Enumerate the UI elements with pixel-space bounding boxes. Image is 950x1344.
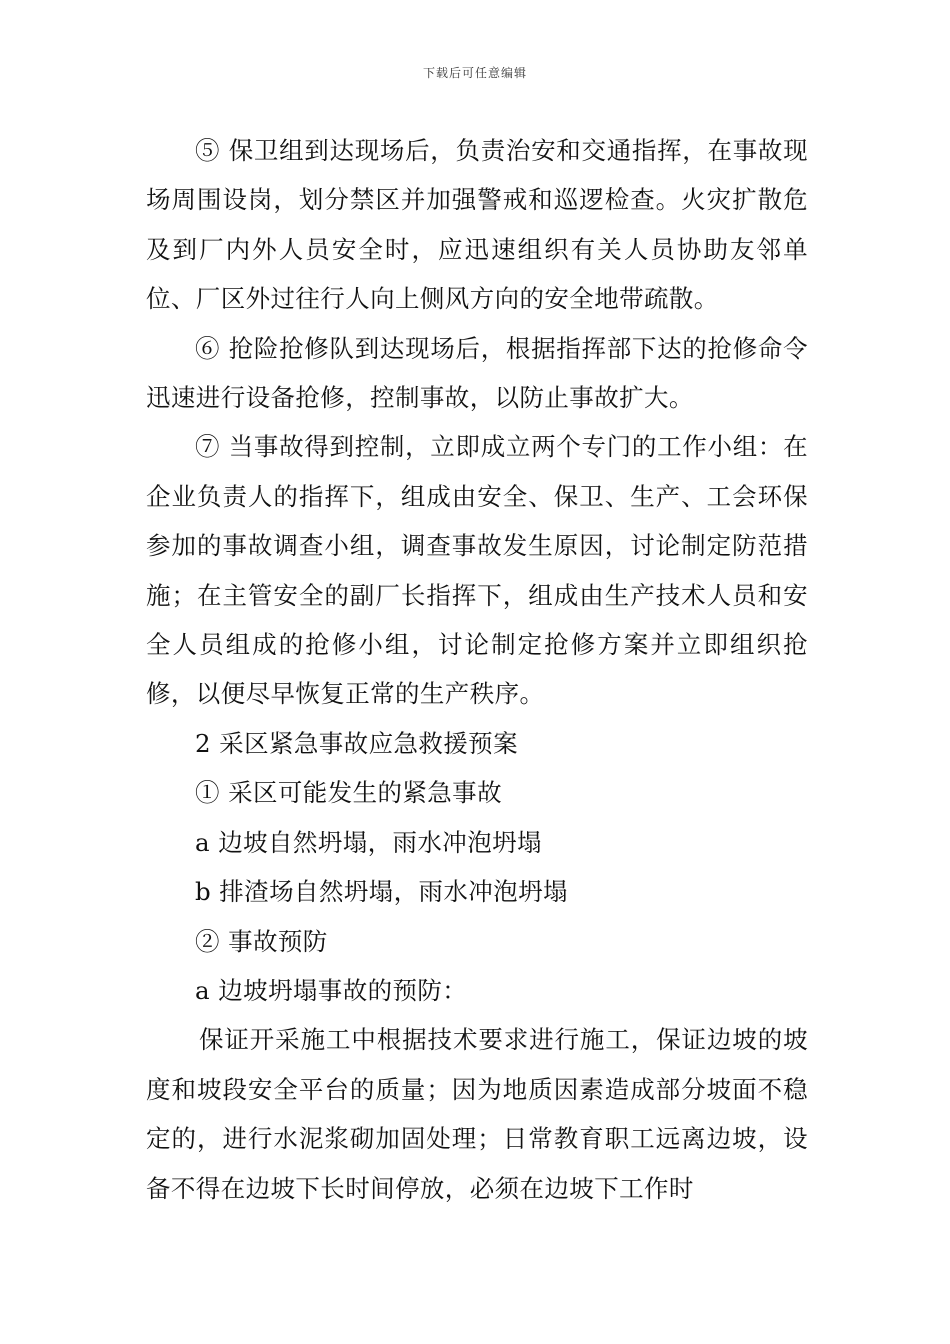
list-item-dump-collapse: b 排渣场自然坍塌，雨水冲泡坍塌	[195, 877, 568, 907]
paragraph-repair-team: ⑥ 抢险抢修队到达现场后，根据指挥部下达的抢修命令迅速进行设备抢修，控制事故，以防止事故扩大。	[146, 333, 808, 413]
paragraph-security-team: ⑤ 保卫组到达现场后，负责治安和交通指挥，在事故现场周围设岗，划分禁区并加强警戒和巡逻检查。火灾扩散危及到厂内外人员安全时，应迅速组织有关人员协助友邻单位、厂区外过往行人向上侧风方向的安全地带疏散。	[146, 136, 808, 314]
section-heading-mining-area-plan: 2 采区紧急事故应急救援预案	[195, 728, 518, 758]
subheading-accident-prevention: ② 事故预防	[195, 926, 328, 956]
subheading-slope-prevention: a 边坡坍塌事故的预防：	[195, 975, 468, 1005]
paragraph-slope-prevention-detail: 保证开采施工中根据技术要求进行施工，保证边坡的坡度和坡段安全平台的质量；因为地质因素造成部分坡面不稳定的，进行水泥浆砌加固处理；日常教育职工远离边坡，设备不得在边坡下长时间停放，必须在边坡下工作时	[146, 1025, 808, 1203]
list-item-slope-collapse: a 边坡自然坍塌，雨水冲泡坍塌	[195, 827, 542, 857]
paragraph-working-groups: ⑦ 当事故得到控制，立即成立两个专门的工作小组：在企业负责人的指挥下，组成由安全、保卫、生产、工会环保参加的事故调查小组，调查事故发生原因，讨论制定防范措施；在主管安全的副厂长指挥下，组成由生产技术人员和安全人员组成的抢修小组，讨论制定抢修方案并立即组织抢修，以便尽早恢复正常的生产秩序。	[146, 432, 808, 709]
page-header: 下载后可任意编辑	[422, 66, 527, 80]
subheading-possible-accidents: ① 采区可能发生的紧急事故	[195, 778, 502, 808]
document-body	[146, 126, 808, 1213]
